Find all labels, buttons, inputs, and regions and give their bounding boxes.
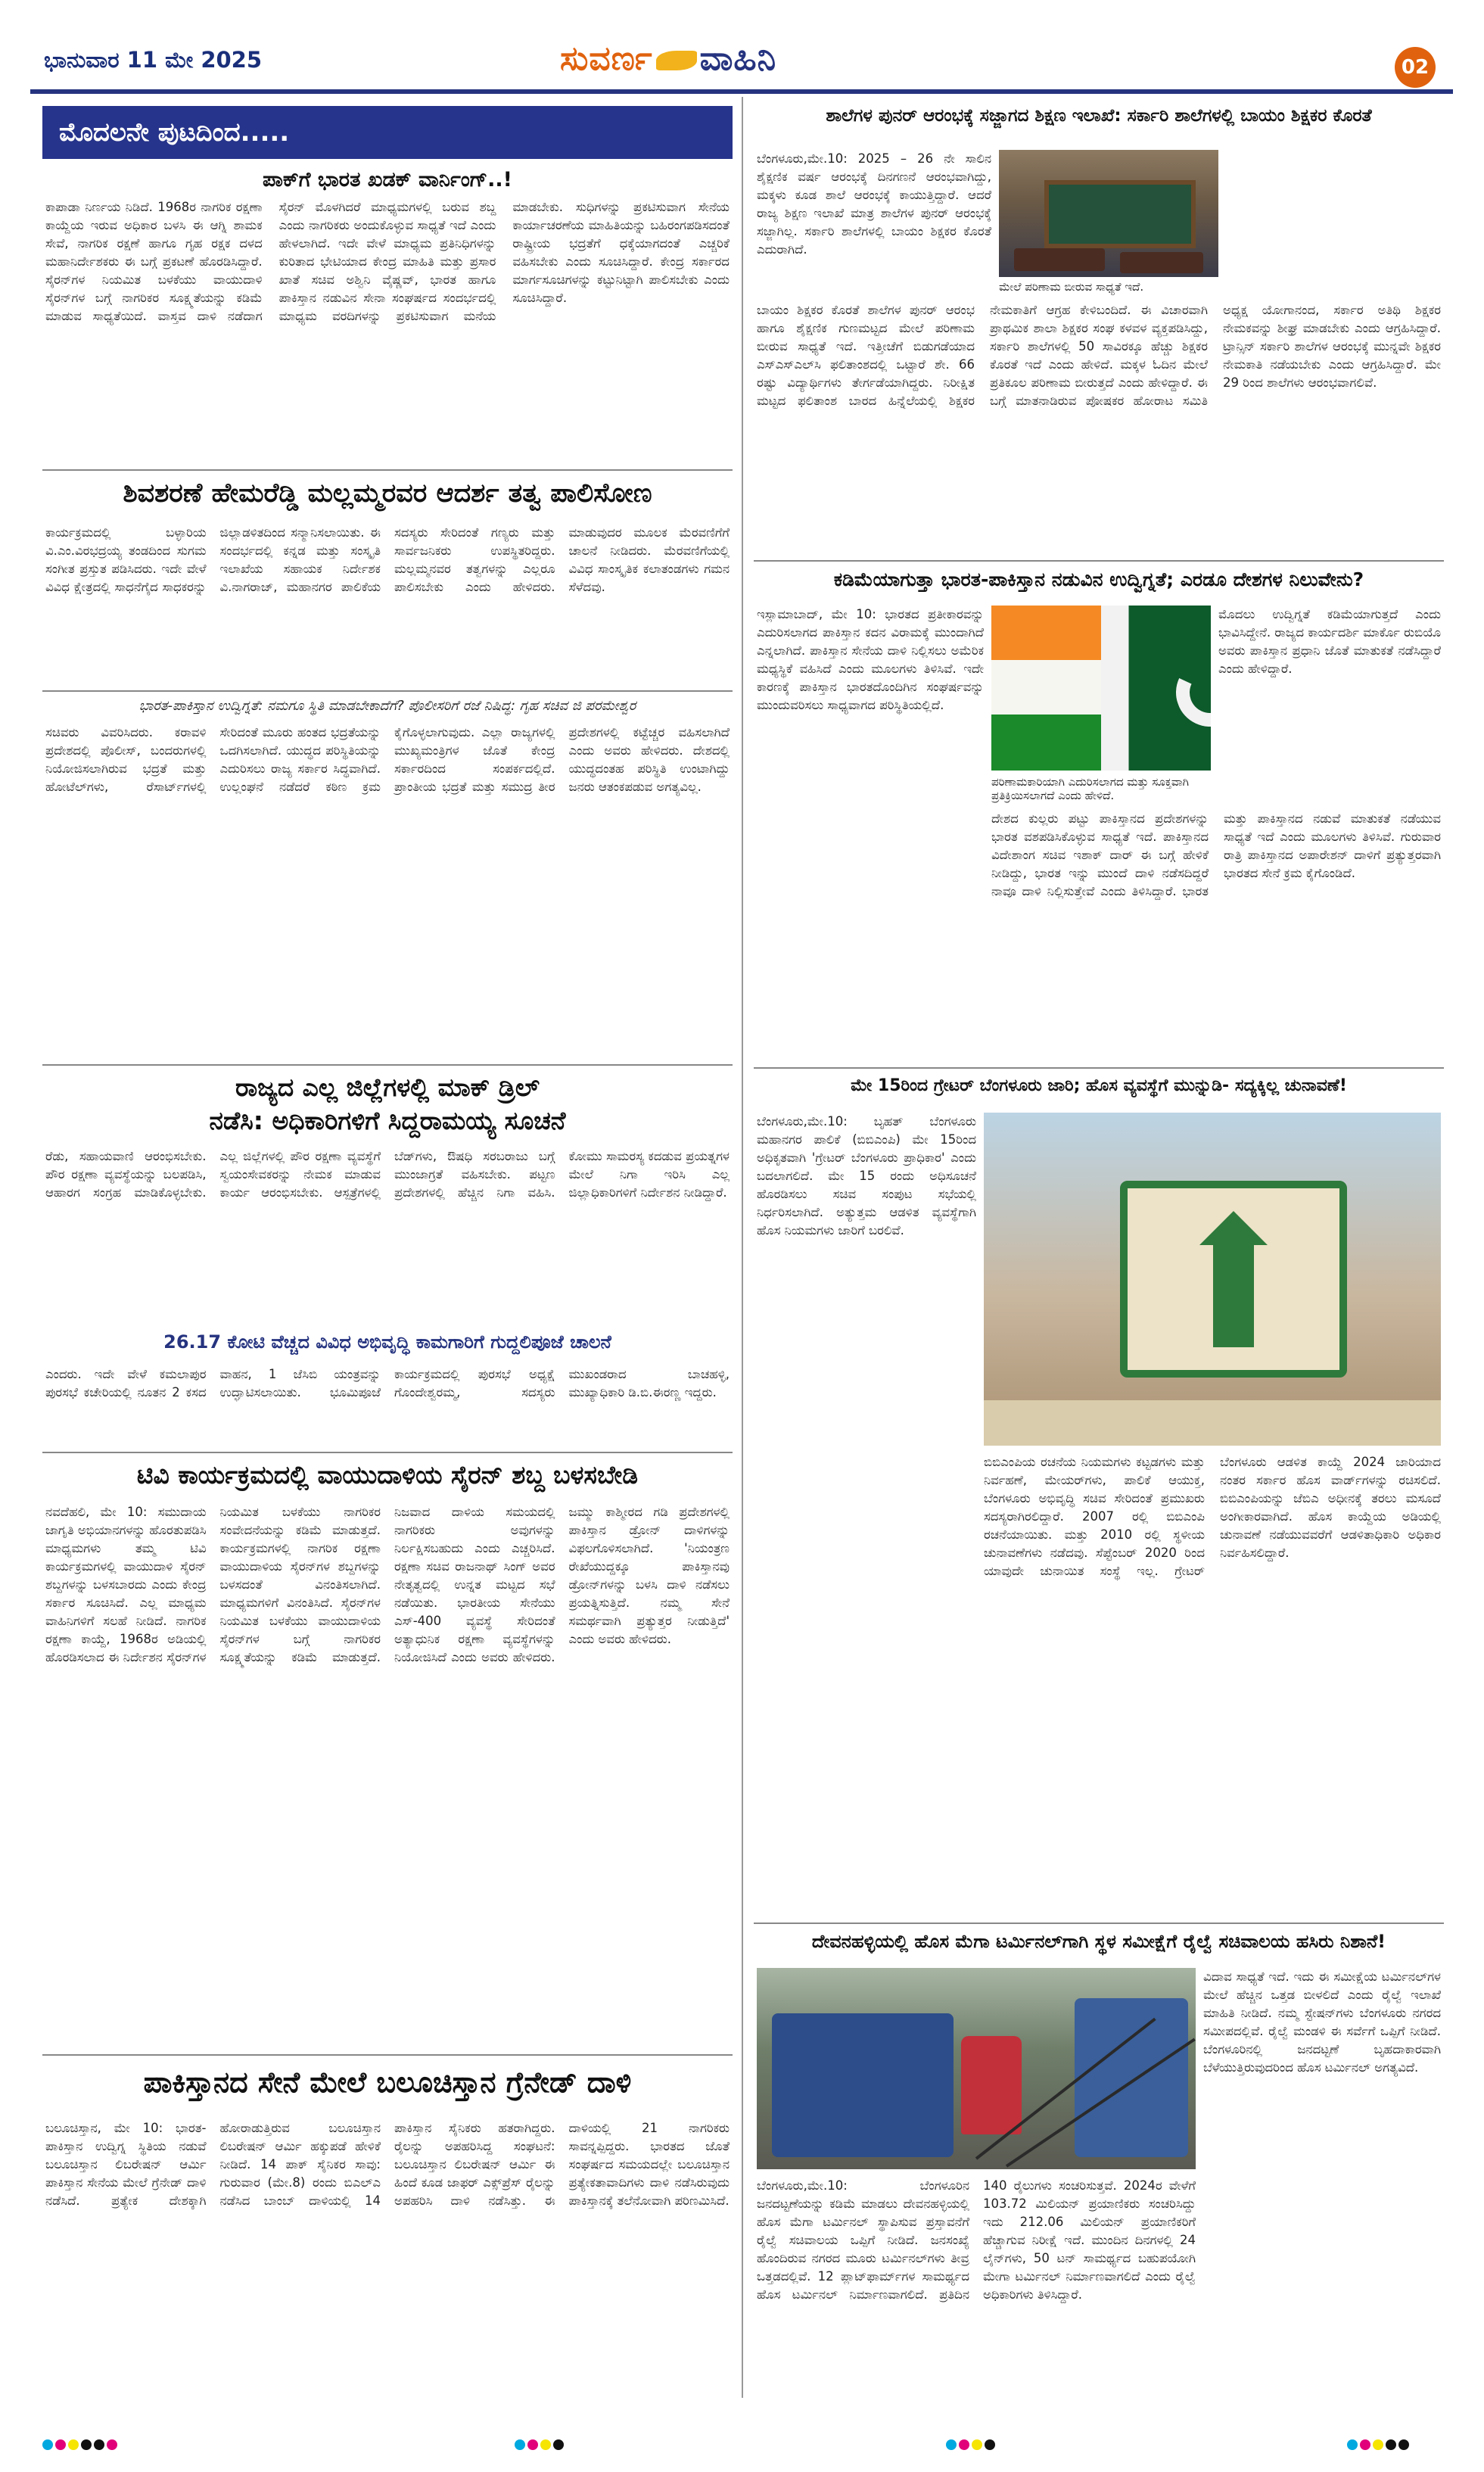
black-dot-icon — [553, 2439, 564, 2450]
left-story5-headline[interactable]: 26.17 ಕೋಟಿ ವೆಚ್ಚದ ವಿವಿಧ ಅಭಿವೃದ್ಧಿ ಕಾಮಗಾರಿಗೆ ಗುದ್ದಲಿಪೂಜೆ ಚಾಲನೆ — [163, 1331, 611, 1353]
column-divider — [742, 97, 743, 2398]
registration-marks-far-right — [1347, 2439, 1411, 2449]
yellow-dot-icon — [540, 2439, 551, 2450]
bird-logo-icon — [656, 51, 697, 70]
logo-left-text: ಸುವರ್ಣ — [560, 39, 653, 78]
flags-photo — [991, 606, 1211, 771]
newspaper-logo[interactable] — [560, 39, 776, 78]
left-story1-body: ಕಾಪಾಡಾ ನಿರ್ಣಯ ನಿಡಿದೆ. 1968ರ ನಾಗರಿಕ ರಕ್ಷಣಾ ಕಾಯ್ದೆಯ ಇರುವ ಅಧಿಕಾರ ಬಳಸಿ ಈ ಆಗ್ನಿ ಶಾಮಕ ಸೇವೆ, ನಾಗರಿಕ ರಕ್ಷಣೆ ಹಾಗೂ ಗೃಹ ರಕ್ಷಕ ದಳದ ಮಹಾನಿರ್ದೇಶಕರು ಈ ಬಗ್ಗೆ ಪ್ರಕಟಣೆ ಹೊರಡಿಸಿದ್ದಾರೆ. ಸೈರನ್‌ಗಳ ನಿಯಮಿತ ಬಳಕೆಯು ವಾಯುದಾಳಿ ಸೈರನ್‌ಗಳ ಬಗ್ಗೆ ನಾಗರಿಕರ ಸೂಕ್ಷ್ಮತೆಯನ್ನು ಕಡಿಮೆ ಮಾಡುವ ಸಾಧ್ಯತೆಯಿದೆ. ವಾಸ್ತವ ದಾಳಿ ನಡೆದಾಗ ಸೈರನ್ ಮೊಳಗಿದರೆ ಮಾಧ್ಯಮಗಳಲ್ಲಿ ಬರುವ ಶಬ್ದ ಎಂದು ನಾಗರಿಕರು ಅಂದುಕೊಳ್ಳುವ ಸಾಧ್ಯತೆ ಇದೆ ಎಂದು ಹೇಳಲಾಗಿದೆ. ಇದೇ ವೇಳೆ ಮಾಧ್ಯಮ ಪ್ರತಿನಿಧಿಗಳನ್ನು ಕುರಿತಾದ ಭೇಟಿಯಾದ ಕೇಂದ್ರ ಮಾಹಿತಿ ಮತ್ತು ಪ್ರಸಾರ ಖಾತೆ ಸಚಿವ ಅಶ್ವಿನಿ ವೈಷ್ಣವ್, ಭಾರತ ಹಾಗೂ ಪಾಕಿಸ್ತಾನ ನಡುವಿನ ಸೇನಾ ಸಂಘರ್ಷದ ಸಂದರ್ಭದಲ್ಲಿ ಮಾಧ್ಯಮ ವರದಿಗಳನ್ನು ಪ್ರಕಟಿಸುವಾಗ ಮನೆಯ ಮಾಡಬೇಕು. ಸುಧಿಗಳನ್ನು ಪ್ರಕಟಿಸುವಾಗ ಸೇನೆಯ ಕಾರ್ಯಾಚರಣೆಯ ಮಾಹಿತಿಯನ್ನು ಬಹಿರಂಗಪಡಿಸದಂತೆ ರಾಷ್ಟ್ರೀಯ ಭದ್ರತೆಗೆ ಧಕ್ಕೆಯಾಗದಂತೆ ಎಚ್ಚರಿಕೆ ವಹಿಸಬೇಕು ಎಂದು ಸೂಚಿಸಿದ್ದಾರೆ. ಕೇಂದ್ರ ಸರ್ಕಾರದ ಮಾರ್ಗಸೂಚಿಗಳನ್ನು ಕಟ್ಟುನಿಟ್ಟಾಗಿ ಪಾಲಿಸಬೇಕು ಎಂದು ಸೂಚಿಸಿದ್ದಾರೆ. — [45, 200, 730, 323]
cyan-dot-icon — [42, 2439, 53, 2450]
cyan-dot-icon — [515, 2439, 525, 2450]
right-story4-headline[interactable]: ದೇವನಹಳ್ಳಿಯಲ್ಲಿ ಹೊಸ ಮೆಗಾ ಟರ್ಮಿನಲ್‌ಗಾಗಿ ಸ್ಥಳ ಸಮೀಕ್ಷೆಗೆ ರೈಲ್ವೆ ಸಚಿವಾಲಯ ಹಸಿರು ನಿಶಾನೆ! — [811, 1931, 1386, 1952]
logo-right-text: ವಾಹಿನಿ — [699, 39, 777, 78]
left-story6-body: ನವದೆಹಲಿ, ಮೇ 10: ಸಮುದಾಯ ಜಾಗೃತಿ ಅಭಿಯಾನಗಳನ್ನು ಹೊರತುಪಡಿಸಿ ಮಾಧ್ಯಮಗಳು ತಮ್ಮ ಟಿವಿ ಕಾರ್ಯಕ್ರಮಗಳಲ್ಲಿ ವಾಯುದಾಳಿ ಸೈರನ್ ಶಬ್ದಗಳನ್ನು ಬಳಸಬಾರದು ಎಂದು ಕೇಂದ್ರ ಸರ್ಕಾರ ಸೂಚಿಸಿದೆ. ಎಲ್ಲ ಮಾಧ್ಯಮ ವಾಹಿನಿಗಳಿಗೆ ಸಲಹೆ ನೀಡಿದೆ. ನಾಗರಿಕ ರಕ್ಷಣಾ ಕಾಯ್ದೆ, 1968ರ ಅಡಿಯಲ್ಲಿ ಹೊರಡಿಸಲಾದ ಈ ನಿರ್ದೇಶನ ಸೈರನ್‌ಗಳ ನಿಯಮಿತ ಬಳಕೆಯು ನಾಗರಿಕರ ಸಂವೇದನೆಯನ್ನು ಕಡಿಮೆ ಮಾಡುತ್ತದೆ. ಕಾರ್ಯಕ್ರಮಗಳಲ್ಲಿ ನಾಗರಿಕ ರಕ್ಷಣಾ ವಾಯುದಾಳಿಯ ಸೈರನ್‌ಗಳ ಶಬ್ದಗಳನ್ನು ಬಳಸದಂತೆ ವಿನಂತಿಸಲಾಗಿದೆ. ಮಾಧ್ಯಮಗಳಿಗೆ ವಿನಂತಿಸಿದೆ. ಸೈರನ್‌ಗಳ ನಿಯಮಿತ ಬಳಕೆಯು ವಾಯುದಾಳಿಯ ಸೈರನ್‌ಗಳ ಬಗ್ಗೆ ನಾಗರಿಕರ ಸೂಕ್ಷ್ಮತೆಯನ್ನು ಕಡಿಮೆ ಮಾಡುತ್ತದೆ. ನಿಜವಾದ ದಾಳಿಯ ಸಮಯದಲ್ಲಿ ನಾಗರಿಕರು ಅವುಗಳನ್ನು ನಿರ್ಲಕ್ಷಿಸಬಹುದು ಎಂದು ಎಚ್ಚರಿಸಿದೆ. ರಕ್ಷಣಾ ಸಚಿವ ರಾಜನಾಥ್ ಸಿಂಗ್ ಅವರ ನೇತೃತ್ವದಲ್ಲಿ ಉನ್ನತ ಮಟ್ಟದ ಸಭೆ ನಡೆಯಿತು. ಭಾರತೀಯ ಸೇನೆಯು ಎಸ್-400 ವ್ಯವಸ್ಥೆ ಸೇರಿದಂತೆ ಅತ್ಯಾಧುನಿಕ ರಕ್ಷಣಾ ವ್ಯವಸ್ಥೆಗಳನ್ನು ನಿಯೋಜಿಸಿದೆ ಎಂದು ಅವರು ಹೇಳಿದರು. ಜಮ್ಮು ಕಾಶ್ಮೀರದ ಗಡಿ ಪ್ರದೇಶಗಳಲ್ಲಿ ಪಾಕಿಸ್ತಾನ ಡ್ರೋನ್ ದಾಳಿಗಳನ್ನು ವಿಫಲಗೊಳಿಸಲಾಗಿದೆ. 'ನಿಯಂತ್ರಣ ರೇಖೆಯುದ್ದಕ್ಕೂ ಪಾಕಿಸ್ತಾನವು ಡ್ರೋನ್‌ಗಳನ್ನು ಬಳಸಿ ದಾಳಿ ನಡೆಸಲು ಪ್ರಯತ್ನಿಸುತ್ತಿದೆ. ನಮ್ಮ ಸೇನೆ ಸಮರ್ಥವಾಗಿ ಪ್ರತ್ಯುತ್ತರ ನೀಡುತ್ತಿದೆ' ಎಂದು ಅವರು ಹೇಳಿದರು. — [45, 1505, 730, 1664]
story-separator — [42, 1452, 733, 1453]
india-flag-icon — [991, 606, 1101, 771]
pakistan-flag-icon — [1101, 606, 1211, 771]
right-story4-body-side: ವಿದಾವ ಸಾಧ್ಯತೆ ಇದೆ. ಇದು ಈ ಸಮೀಕ್ಷೆಯ ಟರ್ಮಿನಲ್‌ಗಳ ಮೇಲೆ ಹೆಚ್ಚಿನ ಒತ್ತಡ ಬೀಳಲಿದೆ ಎಂದು ರೈಲ್ವೆ ಇಲಾಖೆ ಮಾಹಿತಿ ನೀಡಿದೆ. ನಮ್ಮ ಸ್ಟೇಷನ್‌ಗಳು ಬೆಂಗಳೂರು ನಗರದ ಸಮೀಪದಲ್ಲಿವೆ. ರೈಲ್ವೆ ಮಂಡಳಿ ಈ ಸರ್ವೆಗೆ ಒಪ್ಪಿಗೆ ನೀಡಿದೆ. ಬೆಂಗಳೂರಿನಲ್ಲಿ ಜನದಟ್ಟಣೆ ಬೃಹದಾಕಾರವಾಗಿ ಬೆಳೆಯುತ್ತಿರುವುದರಿಂದ ಹೊಸ ಟರ್ಮಿನಲ್ ಅಗತ್ಯವಿದೆ. — [1203, 1969, 1441, 2075]
yellow-dot-icon — [68, 2439, 79, 2450]
right-story2-body-side: ಮೊದಲು ಉದ್ವಿಗ್ನತೆ ಕಡಿಮೆಯಾಗುತ್ತದೆ ಎಂದು ಭಾವಿಸಿದ್ದೇನೆ. ರಾಜ್ಯದ ಕಾರ್ಯದರ್ಶಿ ಮಾರ್ಕೊ ರುಬಿಯೊ ಅವರು ಪಾಕಿಸ್ತಾನ ಪ್ರಧಾನಿ ಜೊತೆ ಮಾತುಕತೆ ನಡೆಸಿದ್ದಾರೆ ಎಂದು ಹೇಳಿದ್ದಾರೆ. — [1218, 607, 1441, 676]
bbmp-building-photo — [984, 1113, 1441, 1446]
left-story7-headline[interactable]: ಪಾಕಿಸ್ತಾನದ ಸೇನೆ ಮೇಲೆ ಬಲೂಚಿಸ್ತಾನ ಗ್ರೆನೇಡ್ ದಾಳಿ — [143, 2066, 632, 2099]
story-separator — [754, 1067, 1444, 1069]
left-story3-subhead[interactable]: ಭಾರತ-ಪಾಕಿಸ್ತಾನ ಉದ್ವಿಗ್ನತೆ: ನಮಗೂ ಸ್ಥಿತಿ ಮಾಡಬೇಕಾದೆಗೆ? ಪೊಲೀಸರಿಗೆ ರಜೆ ನಿಷಿದ್ಧ: ಗೃಹ ಸಚಿವ ಜಿ ಪರಮೇಶ್ವರ — [138, 698, 636, 714]
right-story1-headline[interactable]: ಶಾಲೆಗಳ ಪುನರ್ ಆರಂಭಕ್ಕೆ ಸಜ್ಜಾಗದ ಶಿಕ್ಷಣ ಇಲಾಖೆ: ಸರ್ಕಾರಿ ಶಾಲೆಗಳಲ್ಲಿ ಬಾಯಂ ಶಿಕ್ಷಕರ ಕೊರತೆ — [826, 106, 1372, 126]
right-story2-headline[interactable]: ಕಡಿಮೆಯಾಗುತ್ತಾ ಭಾರತ-ಪಾಕಿಸ್ತಾನ ನಡುವಿನ ಉದ್ವಿಗ್ನತೆ; ಎರಡೂ ದೇಶಗಳ ನಿಲುವೇನು? — [833, 568, 1364, 590]
cyan-dot-icon — [946, 2439, 957, 2450]
railway-station-photo — [757, 1968, 1196, 2169]
yellow-dot-icon — [972, 2439, 982, 2450]
building-signboard — [984, 1400, 1441, 1446]
masthead — [0, 0, 1484, 97]
train-coach-shape — [772, 2013, 954, 2157]
left-story6-headline[interactable]: ಟಿವಿ ಕಾರ್ಯಕ್ರಮದಲ್ಲಿ ವಾಯುದಾಳಿಯ ಸೈರನ್ ಶಬ್ದ ಬಳಸಬೇಡಿ — [136, 1460, 639, 1490]
right-story4-body-bottom: ಬೆಂಗಳೂರು,ಮೇ.10: ಬೆಂಗಳೂರಿನ ಜನದಟ್ಟಣೆಯನ್ನು ಕಡಿಮೆ ಮಾಡಲು ದೇವನಹಳ್ಳಿಯಲ್ಲಿ ಹೊಸ ಮೆಗಾ ಟರ್ಮಿನಲ್ ಸ್ಥಾಪಿಸುವ ಪ್ರಸ್ತಾವನೆಗೆ ರೈಲ್ವೆ ಸಚಿವಾಲಯ ಒಪ್ಪಿಗೆ ನೀಡಿದೆ. ಜನಸಂಖ್ಯೆ ಹೊಂದಿರುವ ನಗರದ ಮೂರು ಟರ್ಮಿನಲ್‌ಗಳು ತೀವ್ರ ಒತ್ತಡದಲ್ಲಿವೆ. 12 ಪ್ಲಾಟ್‌ಫಾರ್ಮ್‌ಗಳ ಸಾಮರ್ಥ್ಯದ ಹೊಸ ಟರ್ಮಿನಲ್ ನಿರ್ಮಾಣವಾಗಲಿದೆ. ಪ್ರತಿದಿನ 140 ರೈಲುಗಳು ಸಂಚರಿಸುತ್ತವೆ. 2024ರ ವೇಳೆಗೆ 103.72 ಮಿಲಿಯನ್ ಪ್ರಯಾಣಿಕರು ಸಂಚರಿಸಿದ್ದು ಇದು 212.06 ಮಿಲಿಯನ್ ಪ್ರಯಾಣಿಕರಿಗೆ ಹೆಚ್ಚಾಗುವ ನಿರೀಕ್ಷೆ ಇದೆ. ಮುಂದಿನ ದಿನಗಳಲ್ಲಿ 24 ಲೈನ್‌ಗಳು, 50 ಟನ್ ಸಾಮರ್ಥ್ಯದ ಬಹುಪಯೋಗಿ ಮೇಗಾ ಟರ್ಮಿನಲ್ ನಿರ್ಮಾಣವಾಗಲಿದೆ ಎಂದು ರೈಲ್ವೆ ಅಧಿಕಾರಿಗಳು ತಿಳಿಸಿದ್ದಾರೆ. — [757, 2178, 1196, 2302]
black-dot-icon — [985, 2439, 995, 2450]
black-dot-icon — [1386, 2439, 1396, 2450]
desk-shape — [1014, 248, 1105, 271]
left-story2-body: ಕಾರ್ಯಕ್ರಮದಲ್ಲಿ ಬಳ್ಳಾರಿಯ ವಿ.ಎಂ.ವಿರಭದ್ರಯ್ಯ ತಂಡದಿಂದ ಸುಗಮ ಸಂಗೀತ ಪ್ರಸ್ತುತ ಪಡಿಸಿದರು. ಇದೇ ವೇಳೆ ವಿವಿಧ ಕ್ಷೇತ್ರದಲ್ಲಿ ಸಾಧನೆಗೈದ ಸಾಧಕರನ್ನು ಜಿಲ್ಲಾಡಳಿತದಿಂದ ಸನ್ಮಾನಿಸಲಾಯಿತು. ಈ ಸಂದರ್ಭದಲ್ಲಿ ಕನ್ನಡ ಮತ್ತು ಸಂಸ್ಕೃತಿ ಇಲಾಖೆಯ ಸಹಾಯಕ ನಿರ್ದೇಶಕ ವಿ.ನಾಗರಾಜ್, ಮಹಾನಗರ ಪಾಲಿಕೆಯ ಸದಸ್ಯರು ಸೇರಿದಂತೆ ಗಣ್ಯರು ಮತ್ತು ಸಾರ್ವಜನಿಕರು ಉಪಸ್ಥಿತರಿದ್ದರು. ಮಲ್ಲಮ್ಮನವರ ತತ್ವಗಳನ್ನು ಎಲ್ಲರೂ ಪಾಲಿಸಬೇಕು ಎಂದು ಹೇಳಿದರು. ಮಾಡುವುದರ ಮೂಲಕ ಮೆರವಣಿಗೆಗೆ ಚಾಲನೆ ನೀಡಿದರು. ಮೆರವಣಿಗೆಯಲ್ಲಿ ವಿವಿಧ ಸಾಂಸ್ಕೃತಿಕ ಕಲಾತಂಡಗಳು ಗಮನ ಸೆಳೆದವು. — [45, 525, 730, 594]
story-separator — [42, 1064, 733, 1066]
right-story3-body-side: ಬೆಂಗಳೂರು,ಮೇ.10: ಬೃಹತ್ ಬೆಂಗಳೂರು ಮಹಾನಗರ ಪಾಲಿಕೆ (ಬಿಬಿಎಂಪಿ) ಮೇ 15ರಿಂದ ಅಧಿಕೃತವಾಗಿ 'ಗ್ರೇಟರ್ ಬೆಂಗಳೂರು ಪ್ರಾಧಿಕಾರ' ಎಂದು ಬದಲಾಗಲಿದೆ. ಮೇ 15 ರಂದು ಅಧಿಸೂಚನೆ ಹೊರಡಿಸಲು ಸಚಿವ ಸಂಪುಟ ಸಭೆಯಲ್ಲಿ ನಿರ್ಧರಿಸಲಾಗಿದೆ. ಅತ್ಯುತ್ತಮ ಆಡಳಿತ ವ್ಯವಸ್ಥೆಗಾಗಿ ಹೊಸ ನಿಯಮಗಳು ಜಾರಿಗೆ ಬರಲಿವೆ. — [757, 1114, 976, 1238]
right-story1-photo-caption: ಮೇಲೆ ಪರಿಣಾಮ ಬೀರುವ ಸಾಧ್ಯತೆ ಇದೆ. — [999, 280, 1144, 294]
tower-icon — [1199, 1211, 1268, 1347]
story-separator — [42, 2054, 733, 2056]
cyan-dot-icon — [1347, 2439, 1358, 2450]
right-story2-body-top: ಇಸ್ಲಾಮಾಬಾದ್, ಮೇ 10: ಭಾರತದ ಪ್ರತೀಕಾರವನ್ನು ಎದುರಿಸಲಾಗದ ಪಾಕಿಸ್ತಾನ ಕದನ ವಿರಾಮಕ್ಕೆ ಮುಂದಾಗಿದೆ ಎನ್ನಲಾಗಿದೆ. ಪಾಕಿಸ್ತಾನ ಸೇನೆಯ ದಾಳಿ ನಿಲ್ಲಿಸಲು ಅಮೆರಿಕ ಮಧ್ಯಸ್ಥಿಕೆ ವಹಿಸಿದೆ ಎಂದು ಮೂಲಗಳು ತಿಳಿಸಿವೆ. ಇದೇ ಕಾರಣಕ್ಕೆ ಪಾಕಿಸ್ತಾನ ಭಾರತದೊಂದಿಗಿನ ಸಂಘರ್ಷವನ್ನು ಮುಂದುವರಿಸಲು ಸಾಧ್ಯವಾಗದ ಪರಿಸ್ಥಿತಿಯಲ್ಲಿದೆ. — [757, 607, 984, 712]
train-coach-shape — [1075, 1998, 1188, 2157]
left-story5-body: ಎಂದರು. ಇದೇ ವೇಳೆ ಕಮಲಾಪುರ ಪುರಸಭೆ ಕಚೇರಿಯಲ್ಲಿ ನೂತನ 2 ಕಸದ ವಾಹನ, 1 ಜೆಸಿಬಿ ಯಂತ್ರವನ್ನು ಉದ್ಘಾಟಿಸಲಾಯಿತು. ಭೂಮಿಪೂಜೆ ಕಾರ್ಯಕ್ರಮದಲ್ಲಿ ಪುರಸಭೆ ಅಧ್ಯಕ್ಷೆ ಗೊಂದೇಶ್ವರಮ್ಮ, ಸದಸ್ಯರು ಮುಖಂಡರಾದ ಬಾಚಹಳ್ಳಿ, ಮುಖ್ಯಾಧಿಕಾರಿ ಡಿ.ಬಿ.ಈರಣ್ಣ ಇದ್ದರು. — [45, 1367, 730, 1399]
right-story2-photo-caption: ಪರಿಣಾಮಕಾರಿಯಾಗಿ ಎದುರಿಸಲಾಗದ ಮತ್ತು ಸೂಕ್ತವಾಗಿ ಪ್ರತಿಕ್ರಿಯಿಸಲಾಗದೆ ಎಂದು ಹೇಳಿದೆ. — [991, 775, 1189, 802]
story-separator — [754, 560, 1444, 562]
desk-shape — [1120, 252, 1203, 273]
black-dot-icon — [1398, 2439, 1409, 2450]
magenta-dot-icon — [107, 2439, 117, 2450]
right-story3-headline[interactable]: ಮೇ 15ರಿಂದ ಗ್ರೇಟರ್ ಬೆಂಗಳೂರು ಜಾರಿ; ಹೊಸ ವ್ಯವಸ್ಥೆಗೆ ಮುನ್ನುಡಿ- ಸದ್ಯಕ್ಕಿಲ್ಲ ಚುನಾವಣೆ! — [851, 1076, 1347, 1095]
right-story1-body-bottom: ಬಾಯಂ ಶಿಕ್ಷಕರ ಕೊರತೆ ಶಾಲೆಗಳ ಪುನರ್ ಆರಂಭ ಹಾಗೂ ಶೈಕ್ಷಣಿಕ ಗುಣಮಟ್ಟದ ಮೇಲೆ ಪರಿಣಾಮ ಬೀರುವ ಸಾಧ್ಯತೆ ಇದೆ. ಇತ್ತೀಚೆಗೆ ಬಿಡುಗಡೆಯಾದ ಎಸ್ಎಸ್ಎಲ್‌ಸಿ ಫಲಿತಾಂಶದಲ್ಲಿ ಒಟ್ಟಾರೆ ಶೇ. 66 ರಷ್ಟು ವಿದ್ಯಾರ್ಥಿಗಳು ತೇರ್ಗಡೆಯಾಗಿದ್ದರು. ನಿರೀಕ್ಷಿತ ಮಟ್ಟದ ಫಲಿತಾಂಶ ಬಾರದ ಹಿನ್ನೆಲೆಯಲ್ಲಿ ಶಿಕ್ಷಕರ ನೇಮಕಾತಿಗೆ ಆಗ್ರಹ ಕೇಳಿಬಂದಿದೆ. ಈ ವಿಚಾರವಾಗಿ ಪ್ರಾಥಮಿಕ ಶಾಲಾ ಶಿಕ್ಷಕರ ಸಂಘ ಕಳವಳ ವ್ಯಕ್ತಪಡಿಸಿದ್ದು, ಸರ್ಕಾರಿ ಶಾಲೆಗಳಲ್ಲಿ 50 ಸಾವಿರಕ್ಕೂ ಹೆಚ್ಚು ಶಿಕ್ಷಕರ ಕೊರತೆ ಇದೆ ಎಂದು ಹೇಳಿದೆ. ಮಕ್ಕಳ ಓದಿನ ಮೇಲೆ ಪ್ರತಿಕೂಲ ಪರಿಣಾಮ ಬೀರುತ್ತದೆ ಎಂದು ಹೇಳಿದ್ದಾರೆ. ಈ ಬಗ್ಗೆ ಮಾತನಾಡಿರುವ ಪೋಷಕರ ಹೋರಾಟ ಸಮಿತಿ ಅಧ್ಯಕ್ಷ ಯೋಗಾನಂದ, ಸರ್ಕಾರ ಅತಿಥಿ ಶಿಕ್ಷಕರ ನೇಮಕವನ್ನು ಶೀಘ್ರ ಮಾಡಬೇಕು ಎಂದು ಆಗ್ರಹಿಸಿದ್ದಾರೆ. ಟ್ರಾನ್ಸಿನ್ ಸರ್ಕಾರಿ ಶಾಲೆಗಳ ಆರಂಭಕ್ಕೆ ಮುನ್ನವೇ ಶಿಕ್ಷಕರ ನೇಮಕಾತಿ ನಡೆಯಬೇಕು ಎಂದು ಆಗ್ರಹಿಸಿದ್ದಾರೆ. ಮೇ 29 ರಿಂದ ಶಾಲೆಗಳು ಆರಂಭವಾಗಲಿವೆ. — [757, 303, 1441, 408]
story-separator — [42, 690, 733, 692]
crescent-icon — [1166, 649, 1211, 736]
bbmp-emblem-icon — [1120, 1181, 1347, 1378]
registration-marks-center — [515, 2439, 566, 2449]
registration-marks-left — [42, 2439, 120, 2449]
left-story1-headline[interactable]: ಪಾಕ್‌ಗೆ ಭಾರತ ಖಡಕ್ ವಾರ್ನಿಂಗ್..! — [263, 168, 512, 191]
left-story2-headline[interactable]: ಶಿವಶರಣೆ ಹೇಮರೆಡ್ಡಿ ಮಲ್ಲಮ್ಮರವರ ಆದರ್ಶ ತತ್ವ ಪಾಲಿಸೋಣ — [123, 478, 652, 509]
registration-marks-right — [946, 2439, 997, 2449]
right-story2-body-bottom: ದೇಶದ ಕುಲ್ಲರು ಪಟ್ಟು ಪಾಕಿಸ್ತಾನದ ಪ್ರದೇಶಗಳನ್ನು ಭಾರತ ವಶಪಡಿಸಿಕೊಳ್ಳುವ ಸಾಧ್ಯತೆ ಇದೆ. ಪಾಕಿಸ್ತಾನದ ವಿದೇಶಾಂಗ ಸಚಿವ ಇಶಾಕ್ ದಾರ್ ಈ ಬಗ್ಗೆ ಹೇಳಿಕೆ ನೀಡಿದ್ದು, ಭಾರತ ಇನ್ನು ಮುಂದೆ ದಾಳಿ ನಡೆಸದಿದ್ದರೆ ನಾವೂ ದಾಳಿ ನಿಲ್ಲಿಸುತ್ತೇವೆ ಎಂದು ತಿಳಿಸಿದ್ದಾರೆ. ಭಾರತ ಮತ್ತು ಪಾಕಿಸ್ತಾನದ ನಡುವೆ ಮಾತುಕತೆ ನಡೆಯುವ ಸಾಧ್ಯತೆ ಇದೆ ಎಂದು ಮೂಲಗಳು ತಿಳಿಸಿವೆ. ಗುರುವಾರ ರಾತ್ರಿ ಪಾಕಿಸ್ತಾನದ ಅಪಾರೇಶನ್ ದಾಳಿಗೆ ಪ್ರತ್ಯುತ್ತರವಾಗಿ ಭಾರತದ ಸೇನೆ ಕ್ರಮ ಕೈಗೊಂಡಿದೆ. — [991, 811, 1441, 898]
blackboard-shape — [1044, 180, 1196, 248]
magenta-dot-icon — [1360, 2439, 1370, 2450]
page-number-badge: 02 — [1395, 47, 1436, 88]
masthead-rule — [30, 89, 1453, 94]
story-separator — [42, 469, 733, 471]
issue-date: ಭಾನುವಾರ 11 ಮೇ 2025 — [44, 47, 263, 73]
left-story4-headline-line1[interactable]: ರಾಜ್ಯದ ಎಲ್ಲ ಜಿಲ್ಲೆಗಳಲ್ಲಿ ಮಾಕ್ ಡ್ರಿಲ್ — [235, 1073, 540, 1102]
black-dot-icon — [94, 2439, 104, 2450]
section-banner: ಮೊದಲನೇ ಪುಟದಿಂದ..... — [42, 106, 733, 159]
magenta-dot-icon — [55, 2439, 66, 2450]
locomotive-shape — [961, 2036, 1022, 2134]
left-story4-headline-line2[interactable]: ನಡೆಸಿ: ಅಧಿಕಾರಿಗಳಿಗೆ ಸಿದ್ದರಾಮಯ್ಯ ಸೂಚನೆ — [209, 1106, 566, 1135]
yellow-dot-icon — [1373, 2439, 1383, 2450]
magenta-dot-icon — [959, 2439, 969, 2450]
left-story4-body: ರೆಡು, ಸಹಾಯವಾಣಿ ಆರಂಭಿಸಬೇಕು. ಪೌರ ರಕ್ಷಣಾ ವ್ಯವಸ್ಥೆಯನ್ನು ಬಲಪಡಿಸಿ, ಆಹಾರಗ ಸಂಗ್ರಹ ಮಾಡಿಕೊಳ್ಳಬೇಕು. ಎಲ್ಲ ಜಿಲ್ಲೆಗಳಲ್ಲಿ ಪೌರ ರಕ್ಷಣಾ ವ್ಯವಸ್ಥೆಗೆ ಸ್ವಯಂಸೇವಕರನ್ನು ನೇಮಕ ಮಾಡುವ ಕಾರ್ಯ ಆರಂಭಿಸಬೇಕು. ಆಸ್ಪತ್ರೆಗಳಲ್ಲಿ ಬೆಡ್‌ಗಳು, ಔಷಧಿ ಸರಬರಾಜು ಬಗ್ಗೆ ಮುಂಜಾಗ್ರತೆ ವಹಿಸಬೇಕು. ಪಟ್ಟಣ ಪ್ರದೇಶಗಳಲ್ಲಿ ಹೆಚ್ಚಿನ ನಿಗಾ ವಹಿಸಿ. ಕೋಮು ಸಾಮರಸ್ಯ ಕದಡುವ ಪ್ರಯತ್ನಗಳ ಮೇಲೆ ನಿಗಾ ಇರಿಸಿ ಎಲ್ಲ ಜಿಲ್ಲಾಧಿಕಾರಿಗಳಿಗೆ ನಿರ್ದೇಶನ ನೀಡಿದ್ದಾರೆ. — [45, 1149, 730, 1200]
classroom-photo — [999, 150, 1218, 277]
black-dot-icon — [81, 2439, 92, 2450]
left-story7-body: ಬಲೂಚಿಸ್ತಾನ, ಮೇ 10: ಭಾರತ-ಪಾಕಿಸ್ತಾನ ಉದ್ವಿಗ್ನ ಸ್ಥಿತಿಯ ನಡುವೆ ಬಲೂಚಿಸ್ತಾನ ಲಿಬರೇಷನ್ ಆರ್ಮಿ ಪಾಕಿಸ್ತಾನ ಸೇನೆಯ ಮೇಲೆ ಗ್ರೆನೇಡ್ ದಾಳಿ ನಡೆಸಿದೆ. ಪ್ರತ್ಯೇಕ ದೇಶಕ್ಕಾಗಿ ಹೋರಾಡುತ್ತಿರುವ ಬಲೂಚಿಸ್ತಾನ ಲಿಬರೇಷನ್ ಆರ್ಮಿ ಹಕ್ಕುಪಡೆ ಹೇಳಿಕೆ ನೀಡಿದೆ. 14 ಪಾಕ್ ಸೈನಿಕರ ಸಾವು: ಗುರುವಾರ (ಮೇ.8) ರಂದು ಬಿಎಲ್‌ಎ ನಡೆಸಿದ ಬಾಂಬ್ ದಾಳಿಯಲ್ಲಿ 14 ಪಾಕಿಸ್ತಾನ ಸೈನಿಕರು ಹತರಾಗಿದ್ದರು. ರೈಲನ್ನು ಅಪಹರಿಸಿದ್ದ ಸಂಘಟನೆ: ಬಲೂಚಿಸ್ತಾನ ಲಿಬರೇಷನ್ ಆರ್ಮಿ ಈ ಹಿಂದೆ ಕೂಡ ಜಾಫರ್ ಎಕ್ಸ್‌ಪ್ರೆಸ್ ರೈಲನ್ನು ಅಪಹರಿಸಿ ದಾಳಿ ನಡೆಸಿತ್ತು. ಈ ದಾಳಿಯಲ್ಲಿ 21 ನಾಗರಿಕರು ಸಾವನ್ನಪ್ಪಿದ್ದರು. ಭಾರತದ ಜೊತೆ ಸಂಘರ್ಷದ ಸಮಯದಲ್ಲೇ ಬಲೂಚಿಸ್ತಾನ ಪ್ರತ್ಯೇಕತಾವಾದಿಗಳು ದಾಳಿ ನಡೆಸಿರುವುದು ಪಾಕಿಸ್ತಾನಕ್ಕೆ ತಲೆನೋವಾಗಿ ಪರಿಣಮಿಸಿದೆ. — [45, 2121, 730, 2208]
left-story3-body: ಸಚಿವರು ವಿವರಿಸಿದರು. ಕರಾವಳಿ ಪ್ರದೇಶದಲ್ಲಿ ಪೊಲೀಸ್, ಬಂದರುಗಳಲ್ಲಿ ನಿಯೋಜಿಸಲಾಗಿರುವ ಭದ್ರತೆ ಮತ್ತು ಹೋಟೆಲ್‌ಗಳು, ರೆಸಾರ್ಟ್‌ಗಳಲ್ಲಿ ಸೇರಿದಂತೆ ಮೂರು ಹಂತದ ಭದ್ರತೆಯನ್ನು ಒದಗಿಸಲಾಗಿದೆ. ಯುದ್ಧದ ಪರಿಸ್ಥಿತಿಯನ್ನು ಎದುರಿಸಲು ರಾಜ್ಯ ಸರ್ಕಾರ ಸಿದ್ಧವಾಗಿದೆ. ಉಲ್ಲಂಘನೆ ನಡೆದರೆ ಕಠಿಣ ಕ್ರಮ ಕೈಗೊಳ್ಳಲಾಗುವುದು. ಎಲ್ಲಾ ರಾಜ್ಯಗಳಲ್ಲಿ ಮುಖ್ಯಮಂತ್ರಿಗಳ ಜೊತೆ ಕೇಂದ್ರ ಸರ್ಕಾರದಿಂದ ಸಂಪರ್ಕದಲ್ಲಿದೆ. ಪ್ರಾಂತೀಯ ಭದ್ರತೆ ಮತ್ತು ಸಮುದ್ರ ತೀರ ಪ್ರದೇಶಗಳಲ್ಲಿ ಕಟ್ಟೆಚ್ಚರ ವಹಿಸಲಾಗಿದೆ ಎಂದು ಅವರು ಹೇಳಿದರು. ದೇಶದಲ್ಲಿ ಯುದ್ಧದಂತಹ ಪರಿಸ್ಥಿತಿ ಉಂಟಾಗಿದ್ದು ಜನರು ಆತಂಕಪಡುವ ಅಗತ್ಯವಿಲ್ಲ. — [45, 725, 730, 794]
right-story3-body-bottom: ಬಿಬಿಎಂಪಿಯ ರಚನೆಯ ನಿಯಮಗಳು ಕಟ್ಟಡಗಳು ಮತ್ತು ನಿರ್ವಹಣೆ, ಮೇಯರ್‌ಗಳು, ಪಾಲಿಕೆ ಆಯುಕ್ತ, ಬೆಂಗಳೂರು ಅಭಿವೃದ್ಧಿ ಸಚಿವ ಸೇರಿದಂತೆ ಪ್ರಮುಖರು ಸದಸ್ಯರಾಗಿರಲಿದ್ದಾರೆ. 2007 ರಲ್ಲಿ ಬಿಬಿಎಂಪಿ ರಚನೆಯಾಯಿತು. ಮತ್ತು 2010 ರಲ್ಲಿ ಸ್ಥಳೀಯ ಚುನಾವಣೆಗಳು ನಡೆದವು. ಸೆಪ್ಟೆಂಬರ್ 2020 ರಿಂದ ಯಾವುದೇ ಚುನಾಯಿತ ಸಂಸ್ಥೆ ಇಲ್ಲ. ಗ್ರೇಟರ್ ಬೆಂಗಳೂರು ಆಡಳಿತ ಕಾಯ್ದೆ 2024 ಜಾರಿಯಾದ ನಂತರ ಸರ್ಕಾರ ಹೊಸ ವಾರ್ಡ್‌ಗಳನ್ನು ರಚಿಸಲಿದೆ. ಬಿಬಿಎಂಪಿಯನ್ನು ಜೆಬಿಎ ಅಧೀನಕ್ಕೆ ತರಲು ಮಸೂದೆ ಅಂಗೀಕಾರವಾಗಿದೆ. ಹೊಸ ಕಾಯ್ದೆಯ ಅಡಿಯಲ್ಲಿ ಚುನಾವಣೆ ನಡೆಯುವವರೆಗೆ ಆಡಳಿತಾಧಿಕಾರಿ ಅಧಿಕಾರ ನಿರ್ವಹಿಸಲಿದ್ದಾರೆ. — [984, 1455, 1441, 1578]
story-separator — [754, 1922, 1444, 1924]
magenta-dot-icon — [527, 2439, 538, 2450]
right-story1-body-top: ಬೆಂಗಳೂರು,ಮೇ.10: 2025 – 26 ನೇ ಸಾಲಿನ ಶೈಕ್ಷಣಿಕ ವರ್ಷ ಆರಂಭಕ್ಕೆ ದಿನಗಣನೆ ಆರಂಭವಾಗಿದ್ದು, ಮಕ್ಕಳು ಕೂಡ ಶಾಲೆ ಆರಂಭಕ್ಕೆ ಕಾಯುತ್ತಿದ್ದಾರೆ. ಆದರೆ ರಾಜ್ಯ ಶಿಕ್ಷಣ ಇಲಾಖೆ ಮಾತ್ರ ಶಾಲೆಗಳ ಪುನರ್ ಆರಂಭಕ್ಕೆ ಸಜ್ಜಾಗಿಲ್ಲ. ಸರ್ಕಾರಿ ಶಾಲೆಗಳಲ್ಲಿ ಬಾಯಂ ಶಿಕ್ಷಕರ ಕೊರತೆ ಎದುರಾಗಿದೆ. — [757, 151, 991, 257]
